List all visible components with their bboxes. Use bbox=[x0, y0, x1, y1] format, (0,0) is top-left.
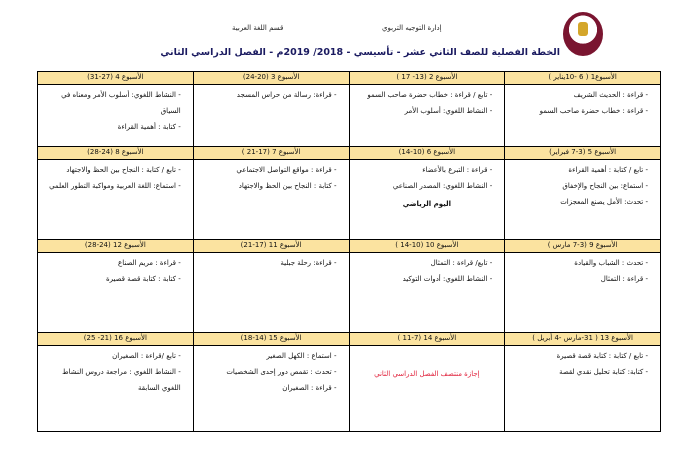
lesson-item: - تابع / كتابة : أهمية القراءة bbox=[509, 162, 648, 178]
week-label: الأسبوع 10 (10-14 ) bbox=[349, 240, 505, 253]
lesson-item: - النشاط اللغوي: أسلوب الأمر bbox=[354, 103, 493, 119]
lesson-item: - استماع: اللغة العربية ومواكبة التطور العلمي bbox=[42, 178, 181, 194]
week-label: الأسبوع 2 (13- 17 ) bbox=[349, 72, 505, 85]
lesson-item: - تحدث : الشباب والقيادة bbox=[509, 255, 648, 271]
lesson-item: - تابع / كتابة : كتابة قصة قصيرة bbox=[509, 348, 648, 364]
week-content bbox=[193, 346, 349, 432]
lesson-item: - قراءة : الحديث الشريف bbox=[509, 87, 648, 103]
week-content-row bbox=[38, 253, 661, 333]
lesson-item: - كتابة : النجاح بين الحظ والاجتهاد bbox=[198, 178, 337, 194]
week-label: الأسبوع 13 ( 31-مارس -4 أبريل ) bbox=[505, 333, 661, 346]
week-header-row bbox=[38, 147, 661, 160]
week-label: الأسبوع 4 (27-31) bbox=[38, 72, 194, 85]
lesson-item: - تابع/ قراءة : التمثال bbox=[354, 255, 493, 271]
lesson-item: - النشاط اللغوي: أسلوب الأمر ومعناه في السياق bbox=[42, 87, 181, 119]
lesson-item: - تابع / قراءة : خطاب حضرة صاحب السمو bbox=[354, 87, 493, 103]
week-content-row bbox=[38, 160, 661, 240]
week-content bbox=[193, 160, 349, 240]
lesson-item: - استماع : الكهل الصغير bbox=[198, 348, 337, 364]
week-content-row bbox=[38, 346, 661, 432]
week-label: الأسبوع 11 (17-21) bbox=[193, 240, 349, 253]
event-note: اليوم الرياضي bbox=[402, 200, 452, 208]
lesson-item: - كتابة: كتابة تحليل نقدي لقصة bbox=[509, 364, 648, 380]
week-content bbox=[349, 253, 505, 333]
lesson-item: - قراءة : التبرع بالأعضاء bbox=[354, 162, 493, 178]
week-label: الأسبوع 7 (17-21 ) bbox=[193, 147, 349, 160]
week-label: الأسبوع 8 (24-28) bbox=[38, 147, 194, 160]
lesson-item: - تحدث : تقمص دور إحدى الشخصيات bbox=[198, 364, 337, 380]
lesson-item: - قراءة : خطاب حضرة صاحب السمو bbox=[509, 103, 648, 119]
week-label: الأسبوع 16 (21- 25) bbox=[38, 333, 194, 346]
lesson-item: - تحدث: الأمل يصنع المعجزات bbox=[509, 194, 648, 210]
week-label: الأسبوع 3 (20-24) bbox=[193, 72, 349, 85]
week-label: الأسبوع1 ( 6 -10يناير ) bbox=[505, 72, 661, 85]
week-content bbox=[38, 346, 194, 432]
week-content bbox=[193, 85, 349, 147]
week-content-row bbox=[38, 85, 661, 147]
lesson-item: - قراءة: رحلة جبلية bbox=[198, 255, 337, 271]
week-header-row bbox=[38, 333, 661, 346]
lesson-item: - النشاط اللغوي: أدوات التوكيد bbox=[354, 271, 493, 287]
lesson-item: - تابع /قراءة : الصغيران bbox=[42, 348, 181, 364]
week-label: الأسبوع 9 (3-7 مارس ) bbox=[505, 240, 661, 253]
week-content bbox=[349, 160, 505, 240]
plan-table bbox=[37, 71, 661, 432]
week-label: الأسبوع 12 (24-28) bbox=[38, 240, 194, 253]
lesson-item: - كتابة : كتابة قصة قصيرة bbox=[42, 271, 181, 287]
directorate-label: إدارة التوجيه التربوي bbox=[382, 24, 442, 32]
week-content bbox=[505, 253, 661, 333]
week-content bbox=[505, 346, 661, 432]
lesson-item: - استماع: بين النجاح والإخفاق bbox=[509, 178, 648, 194]
week-label: الأسبوع 14 (7-11 ) bbox=[349, 333, 505, 346]
department-label: قسم اللغة العربية bbox=[232, 24, 284, 32]
week-label: الأسبوع 5 (3-7 فبراير) bbox=[505, 147, 661, 160]
week-content bbox=[349, 85, 505, 147]
lesson-item: - قراءة: رسالة من حراس المسجد bbox=[198, 87, 337, 103]
week-content bbox=[38, 160, 194, 240]
holiday-note: إجازة منتصف الفصل الدراسي الثاني bbox=[374, 370, 480, 378]
week-content bbox=[349, 346, 505, 432]
lesson-item: - تابع / كتابة : النجاح بين الحظ والاجتهاد bbox=[42, 162, 181, 178]
week-content bbox=[505, 160, 661, 240]
lesson-item: - كتابة : أهمية القراءة bbox=[42, 119, 181, 135]
week-label: الأسبوع 15 (14-18) bbox=[193, 333, 349, 346]
lesson-item: - قراءة : مريم الصناع bbox=[42, 255, 181, 271]
week-header-row bbox=[38, 240, 661, 253]
week-content bbox=[38, 253, 194, 333]
lesson-item: - النشاط اللغوي: المصدر الصناعي bbox=[354, 178, 493, 194]
week-header-row bbox=[38, 72, 661, 85]
lesson-item: - قراءة : التمثال bbox=[509, 271, 648, 287]
lesson-item: - قراءة : الصغيران bbox=[198, 380, 337, 396]
week-label: الأسبوع 6 (10-14) bbox=[349, 147, 505, 160]
lesson-item: - النشاط اللغوي : مراجعة دروس النشاط اللغوي السابقة bbox=[42, 364, 181, 396]
week-content bbox=[505, 85, 661, 147]
ministry-logo bbox=[563, 12, 603, 56]
week-content bbox=[193, 253, 349, 333]
week-content bbox=[38, 85, 194, 147]
page-title: الخطة الفصلية للصف الثاني عشر - تأسيسي - 2018/ 2019م - الفصل الدراسي الثاني bbox=[160, 47, 560, 58]
lesson-item: - قراءة : مواقع التواصل الاجتماعي bbox=[198, 162, 337, 178]
